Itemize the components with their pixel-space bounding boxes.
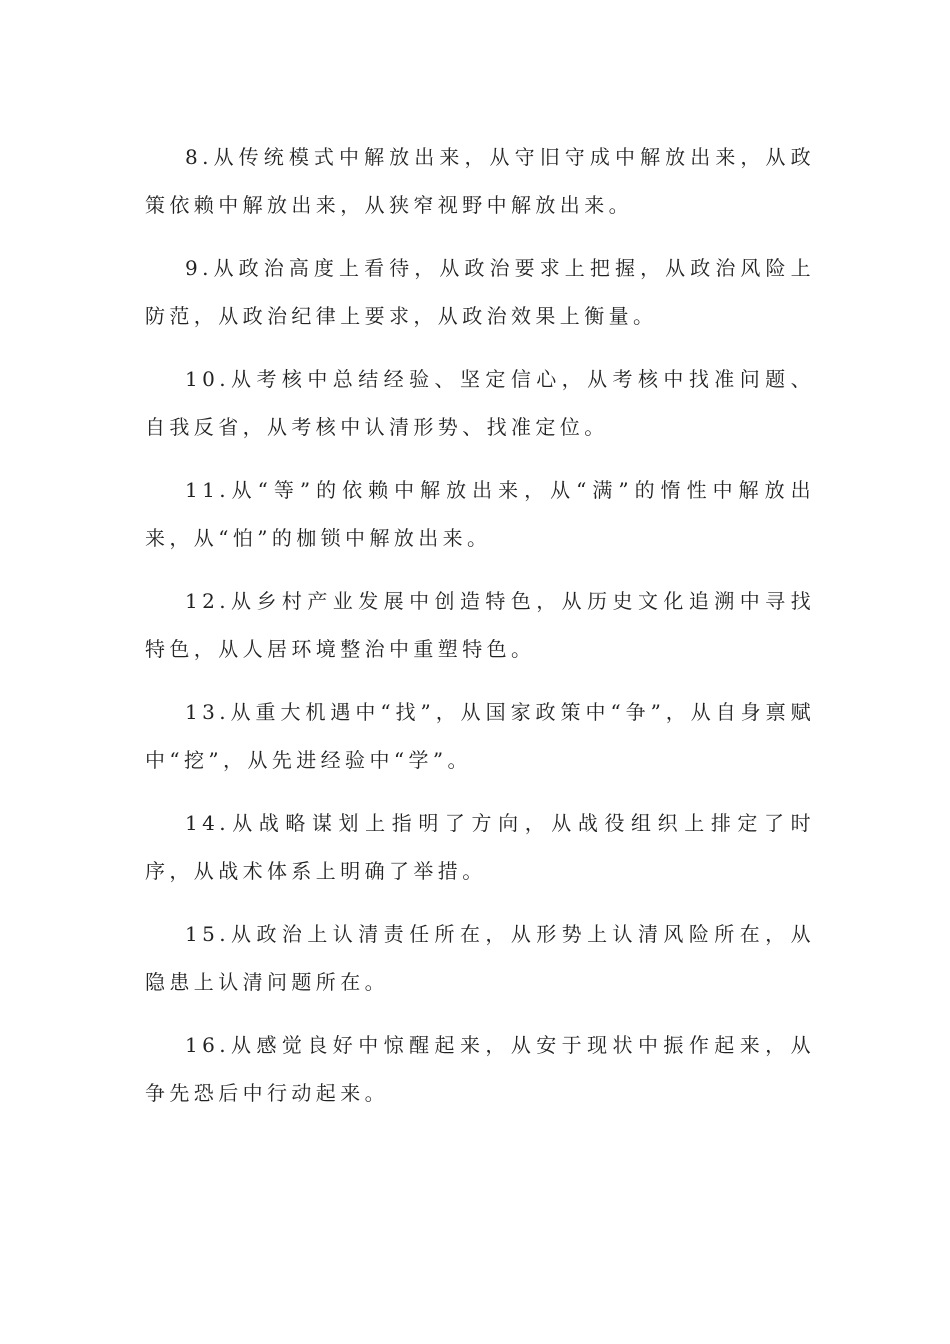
paragraph-11: 11.从“等”的依赖中解放出来，从“满”的惰性中解放出来，从“怕”的枷锁中解放出来。 bbox=[145, 478, 815, 550]
paragraph-16: 16.从感觉良好中惊醒起来，从安于现状中振作起来，从争先恐后中行动起来。 bbox=[145, 1033, 815, 1105]
paragraph-8: 8.从传统模式中解放出来，从守旧守成中解放出来，从政策依赖中解放出来，从狭窄视野中解放出来。 bbox=[145, 145, 815, 217]
paragraph-15: 15.从政治上认清责任所在，从形势上认清风险所在，从隐患上认清问题所在。 bbox=[145, 922, 815, 994]
document-body bbox=[145, 133, 815, 1132]
paragraph-9: 9.从政治高度上看待，从政治要求上把握，从政治风险上防范，从政治纪律上要求，从政治效果上衡量。 bbox=[145, 256, 815, 328]
paragraph-12: 12.从乡村产业发展中创造特色，从历史文化追溯中寻找特色，从人居环境整治中重塑特色。 bbox=[145, 589, 815, 661]
paragraph-14: 14.从战略谋划上指明了方向，从战役组织上排定了时序，从战术体系上明确了举措。 bbox=[145, 811, 815, 883]
paragraph-13: 13.从重大机遇中“找”，从国家政策中“争”，从自身禀赋中“挖”，从先进经验中“学”。 bbox=[145, 700, 815, 772]
paragraph-10: 10.从考核中总结经验、坚定信心，从考核中找准问题、自我反省，从考核中认清形势、找准定位。 bbox=[145, 367, 815, 439]
